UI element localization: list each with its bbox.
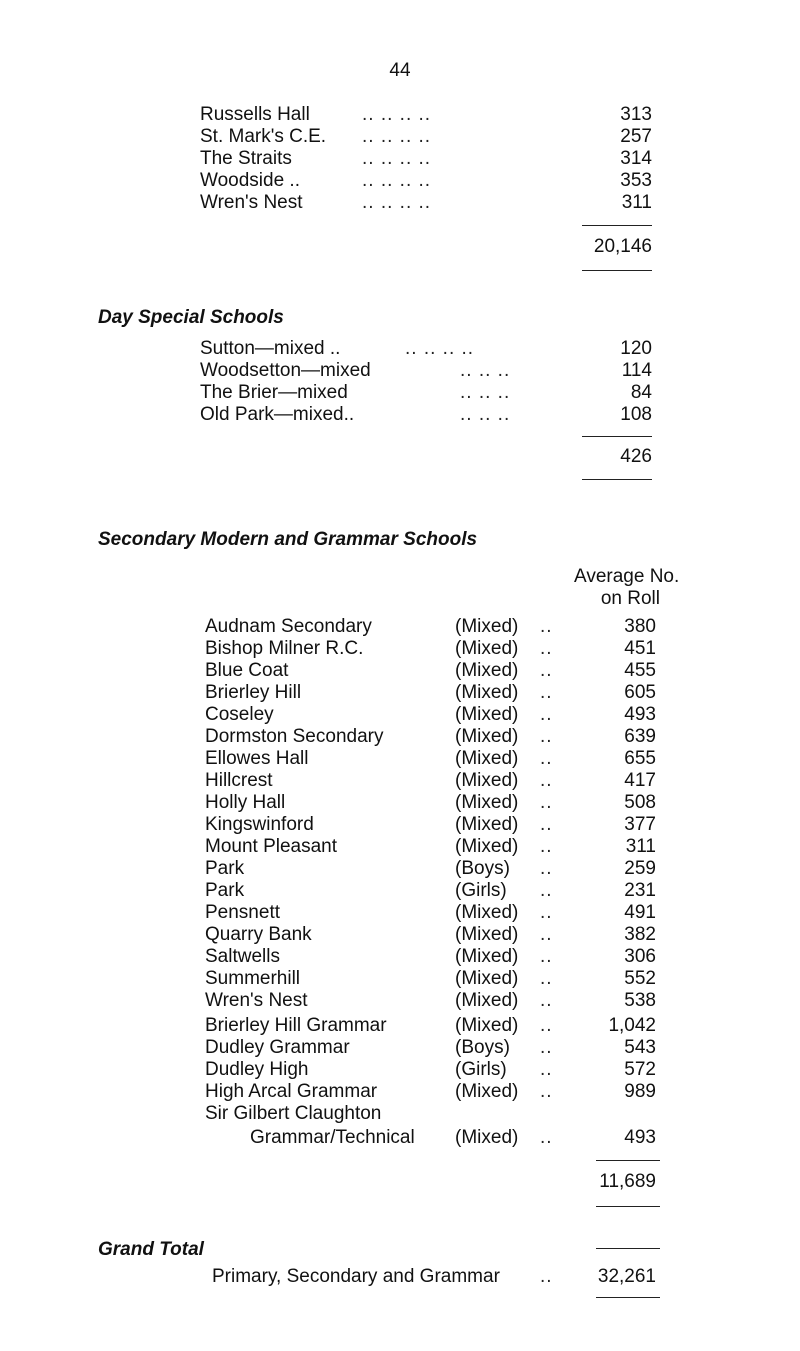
school-name: Holly Hall (205, 792, 286, 813)
roll-value: 314 (620, 148, 652, 169)
roll-value: 552 (624, 968, 656, 989)
school-name: Pensnett (205, 902, 280, 923)
leader-dots: .. (540, 968, 553, 989)
roll-value: 1,042 (608, 1015, 656, 1036)
total-rule (582, 436, 652, 437)
leader-dots: .. .. .. .. (362, 148, 432, 169)
roll-value: 259 (624, 858, 656, 879)
school-name: Russells Hall (200, 104, 310, 125)
leader-dots: .. (540, 682, 553, 703)
primary-total: 20,146 (593, 236, 652, 257)
school-name: Hillcrest (205, 770, 273, 791)
day-special-total: 426 (620, 446, 652, 467)
leader-dots: .. (540, 726, 553, 747)
roll-value: 257 (620, 126, 652, 147)
roll-value: 605 (624, 682, 656, 703)
school-name: Saltwells (205, 946, 280, 967)
school-name: Park (205, 858, 245, 879)
leader-dots: .. .. .. (460, 404, 511, 425)
roll-value: 114 (621, 360, 652, 381)
school-name: Sutton—mixed .. (200, 338, 341, 359)
school-name: The Brier—mixed (200, 382, 348, 403)
school-type: (Mixed) (455, 704, 519, 725)
roll-value: 493 (624, 704, 656, 725)
school-type: (Mixed) (455, 770, 519, 791)
roll-value: 639 (624, 726, 656, 747)
school-name: Summerhill (205, 968, 301, 989)
leader-dots: .. .. .. .. (405, 338, 475, 359)
school-name: Wren's Nest (200, 192, 303, 213)
school-type: (Mixed) (455, 1081, 519, 1102)
roll-value: 380 (624, 616, 656, 637)
school-name: Brierley Hill Grammar (205, 1015, 387, 1036)
leader-dots: .. (540, 902, 553, 923)
school-name: Kingswinford (205, 814, 314, 835)
leader-dots: .. (540, 1127, 553, 1148)
school-name: Coseley (205, 704, 274, 725)
leader-dots: .. (540, 1037, 553, 1058)
school-type: (Mixed) (455, 1015, 519, 1036)
total-rule (596, 1160, 660, 1161)
grand-total-label: Primary, Secondary and Grammar (212, 1266, 500, 1287)
total-rule (596, 1297, 660, 1298)
leader-dots: .. (540, 1059, 553, 1080)
roll-value: 84 (630, 382, 652, 403)
roll-value: 655 (624, 748, 656, 769)
total-rule (582, 270, 652, 271)
leader-dots: .. (540, 792, 553, 813)
roll-value: 311 (621, 192, 652, 213)
school-type: (Mixed) (455, 616, 519, 637)
school-type: (Mixed) (455, 726, 519, 747)
leader-dots: .. (540, 1081, 553, 1102)
total-rule (582, 479, 652, 480)
school-name: Park (205, 880, 245, 901)
school-name: Dudley High (205, 1059, 309, 1080)
leader-dots: .. (540, 858, 553, 879)
section-heading-day-special: Day Special Schools (98, 307, 284, 328)
school-type: (Mixed) (455, 924, 519, 945)
leader-dots: .. (540, 1015, 553, 1036)
school-name: High Arcal Grammar (205, 1081, 378, 1102)
leader-dots: .. .. .. (460, 382, 511, 403)
school-name: Dudley Grammar (205, 1037, 350, 1058)
roll-value: 377 (624, 814, 656, 835)
roll-value: 543 (624, 1037, 656, 1058)
leader-dots: .. .. .. .. (362, 170, 432, 191)
section-heading-secondary: Secondary Modern and Grammar Schools (98, 529, 478, 550)
roll-value: 311 (625, 836, 656, 857)
school-type: (Girls) (455, 880, 507, 901)
school-type: (Mixed) (455, 682, 519, 703)
school-name: Old Park—mixed.. (200, 404, 355, 425)
section-heading-grand-total: Grand Total (98, 1239, 204, 1260)
school-type: (Mixed) (455, 836, 519, 857)
school-name: Ellowes Hall (205, 748, 309, 769)
roll-value: 451 (624, 638, 656, 659)
leader-dots: .. .. .. (460, 360, 511, 381)
school-name: Sir Gilbert Claughton (205, 1103, 382, 1124)
school-type: (Mixed) (455, 638, 519, 659)
total-rule (596, 1206, 660, 1207)
school-name: Quarry Bank (205, 924, 312, 945)
leader-dots: .. (540, 616, 553, 637)
leader-dots: .. (540, 1266, 553, 1287)
roll-value: 306 (624, 946, 656, 967)
roll-value: 120 (620, 338, 652, 359)
page-number: 44 (389, 60, 411, 81)
leader-dots: .. .. .. .. (362, 192, 432, 213)
leader-dots: .. (540, 770, 553, 791)
school-name: Woodside .. (200, 170, 300, 191)
school-name: Mount Pleasant (205, 836, 338, 857)
school-type: (Boys) (455, 1037, 510, 1058)
school-type: (Mixed) (455, 990, 519, 1011)
school-type: (Mixed) (455, 902, 519, 923)
roll-value: 313 (620, 104, 652, 125)
roll-value: 417 (624, 770, 656, 791)
school-type: (Girls) (455, 1059, 507, 1080)
roll-value: 382 (624, 924, 656, 945)
leader-dots: .. (540, 836, 553, 857)
column-heading: Average No. (574, 566, 680, 587)
school-name: Woodsetton—mixed (200, 360, 371, 381)
leader-dots: .. .. .. .. (362, 104, 432, 125)
school-name: The Straits (200, 148, 292, 169)
leader-dots: .. .. .. .. (362, 126, 432, 147)
roll-value: 108 (620, 404, 652, 425)
leader-dots: .. (540, 704, 553, 725)
leader-dots: .. (540, 814, 553, 835)
roll-value: 353 (620, 170, 652, 191)
school-type: (Mixed) (455, 792, 519, 813)
school-type: (Mixed) (455, 748, 519, 769)
school-name: Wren's Nest (205, 990, 308, 1011)
column-heading: on Roll (600, 588, 660, 609)
school-name: Dormston Secondary (205, 726, 384, 747)
school-name: Brierley Hill (205, 682, 302, 703)
school-type: (Mixed) (455, 660, 519, 681)
school-type: (Mixed) (455, 946, 519, 967)
school-name: Grammar/Technical (250, 1127, 415, 1148)
leader-dots: .. (540, 638, 553, 659)
roll-value: 508 (624, 792, 656, 813)
leader-dots: .. (540, 924, 553, 945)
roll-value: 989 (624, 1081, 656, 1102)
leader-dots: .. (540, 660, 553, 681)
school-type: (Mixed) (455, 968, 519, 989)
grand-total-value: 32,261 (597, 1266, 656, 1287)
roll-value: 572 (624, 1059, 656, 1080)
school-type: (Boys) (455, 858, 510, 879)
school-name: Blue Coat (205, 660, 289, 681)
school-type: (Mixed) (455, 814, 519, 835)
leader-dots: .. (540, 748, 553, 769)
school-name: St. Mark's C.E. (200, 126, 327, 147)
total-rule (582, 225, 652, 226)
roll-value: 538 (624, 990, 656, 1011)
roll-value: 493 (624, 1127, 656, 1148)
roll-value: 231 (624, 880, 656, 901)
leader-dots: .. (540, 990, 553, 1011)
secondary-total: 11,689 (599, 1171, 656, 1192)
school-type: (Mixed) (455, 1127, 519, 1148)
leader-dots: .. (540, 880, 553, 901)
roll-value: 455 (624, 660, 656, 681)
leader-dots: .. (540, 946, 553, 967)
school-name: Bishop Milner R.C. (205, 638, 364, 659)
roll-value: 491 (624, 902, 656, 923)
total-rule (596, 1248, 660, 1249)
school-name: Audnam Secondary (205, 616, 372, 637)
